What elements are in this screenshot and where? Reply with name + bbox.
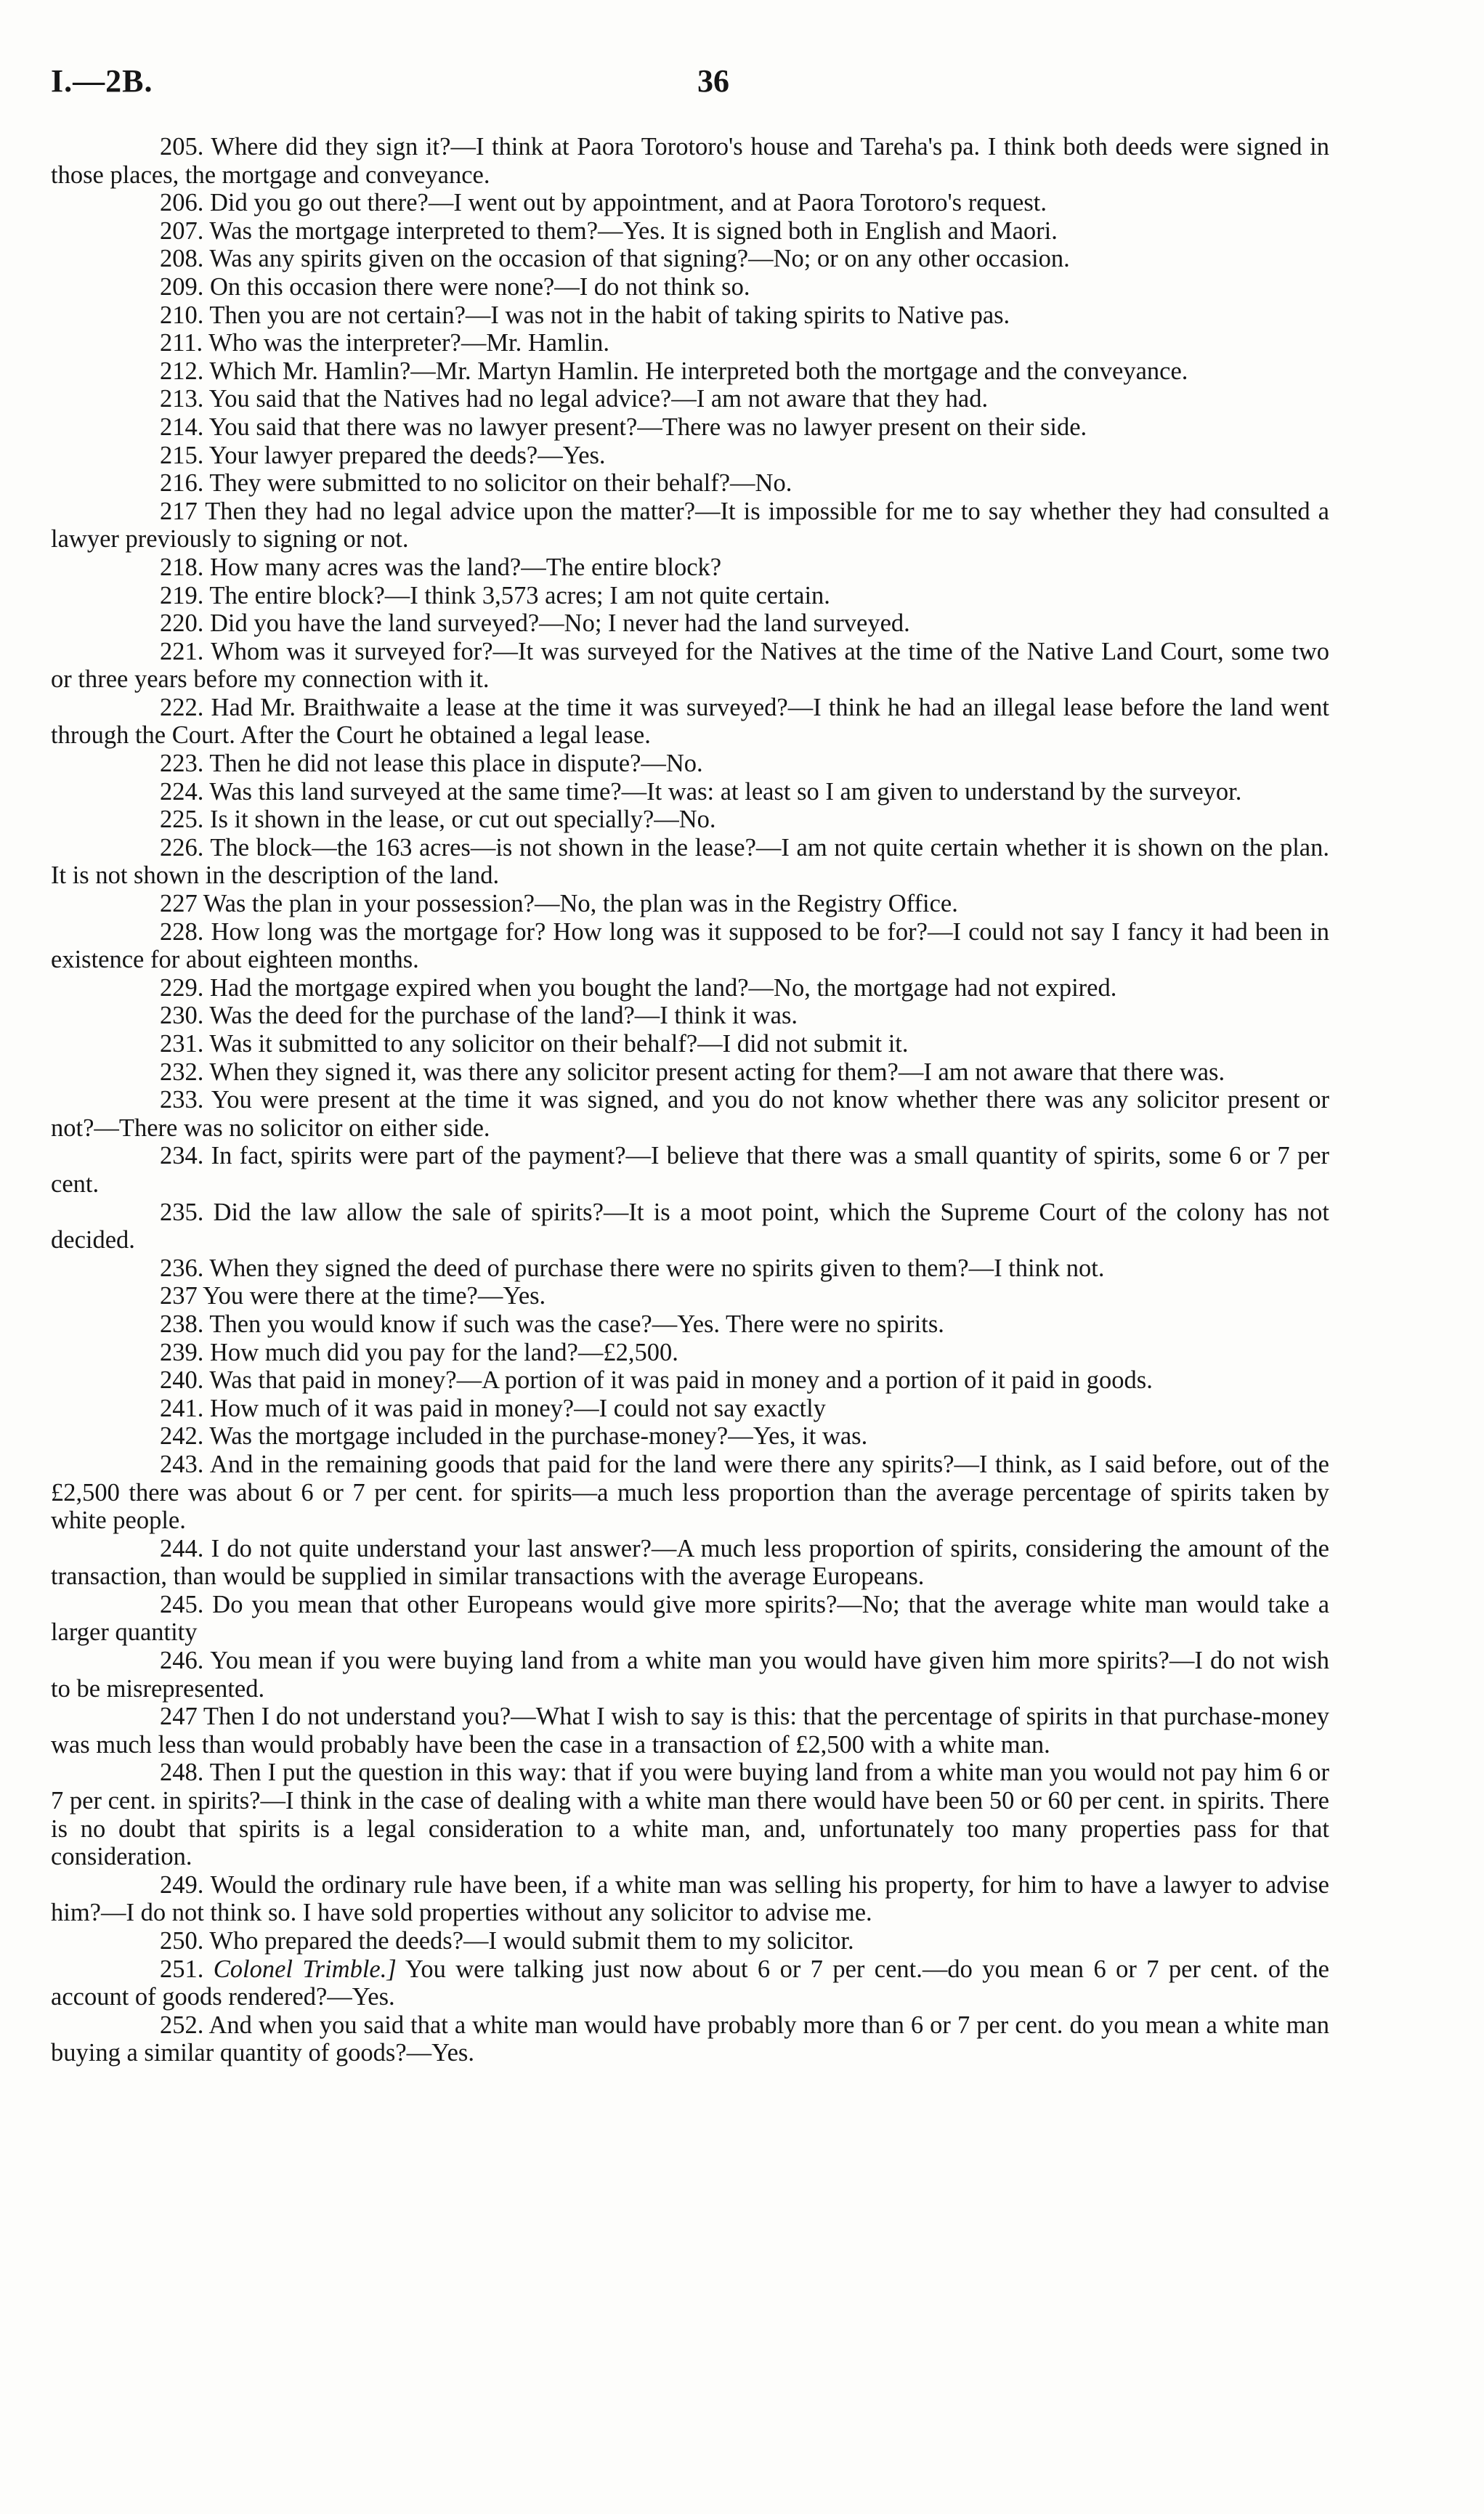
question-number: 226. xyxy=(160,833,204,861)
question-text: Was the deed for the purchase of the land?—I think it was. xyxy=(209,1002,798,1030)
question-text: They were submitted to no solicitor on their behalf?—No. xyxy=(209,469,792,498)
question-text: On this occasion there were none?—I do not think so. xyxy=(210,272,750,301)
question-text: Was the mortgage included in the purchase-money?—Yes, it was. xyxy=(209,1422,868,1451)
question-paragraph xyxy=(51,1395,1329,1423)
question-text: The block—the 163 acres—is not shown in the lease?—I am not quite certain whether it is shown on the plan. It is not shown in the description of the land. xyxy=(51,833,1329,890)
question-number: 213. xyxy=(160,385,204,413)
question-number: 212. xyxy=(160,357,204,385)
question-text: You were talking just now about 6 or 7 per cent.—do you mean 6 or 7 per cent. of the account of goods rendered?—Yes. xyxy=(51,1955,1329,2011)
question-text: The entire block?—I think 3,573 acres; I am not quite certain. xyxy=(209,581,830,609)
question-text: Which Mr. Hamlin?—Mr. Martyn Hamlin. He interpreted both the mortgage and the conveyance. xyxy=(209,357,1188,385)
question-text: When they signed the deed of purchase there were no spirits given to them?—I think not. xyxy=(209,1254,1105,1282)
question-text: I do not quite understand your last answer?—A much less proportion of spirits, considering the amount of the transaction, than would be supplied in similar transactions with the average Europeans. xyxy=(51,1534,1329,1591)
question-paragraph xyxy=(51,1451,1329,1535)
question-paragraph xyxy=(51,694,1329,750)
question-text: Then you are not certain?—I was not in the habit of taking spirits to Native pas. xyxy=(209,301,1010,329)
question-paragraph xyxy=(51,1871,1329,1927)
question-text: Was this land surveyed at the same time?—It was: at least so I am given to understand by the surveyor. xyxy=(209,777,1242,806)
question-paragraph xyxy=(51,609,1329,638)
question-paragraph xyxy=(51,1422,1329,1451)
question-number: 230. xyxy=(160,1002,204,1030)
evidence-transcript xyxy=(51,133,1329,2067)
question-number: 216. xyxy=(160,469,204,498)
question-text: Who was the interpreter?—Mr. Hamlin. xyxy=(208,329,609,357)
question-paragraph xyxy=(51,1759,1329,1870)
question-paragraph xyxy=(51,217,1329,246)
question-text: You said that the Natives had no legal advice?—I am not aware that they had. xyxy=(208,385,989,413)
question-number: 223. xyxy=(160,750,204,778)
question-paragraph xyxy=(51,1282,1329,1310)
question-text: Did the law allow the sale of spirits?—It is a moot point, which the Supreme Court of the colony has not decided. xyxy=(51,1198,1329,1254)
question-number: 207. xyxy=(160,216,204,245)
question-paragraph xyxy=(51,1955,1329,2011)
question-text: Had Mr. Braithwaite a lease at the time it was surveyed?—I think he had an illegal lease before the land went through the Court. After the Court he obtained a legal lease. xyxy=(51,693,1329,750)
question-number: 209. xyxy=(160,272,204,301)
question-text: Did you have the land surveyed?—No; I never had the land surveyed. xyxy=(210,609,910,638)
question-text: You were present at the time it was signed, and you do not know whether there was any solicitor present or not?—There was no solicitor on either side. xyxy=(51,1086,1329,1142)
question-paragraph xyxy=(51,582,1329,610)
question-number: 225. xyxy=(160,806,204,834)
question-number: 234. xyxy=(160,1142,204,1170)
page-number: 36 xyxy=(697,63,729,99)
question-paragraph xyxy=(51,301,1329,330)
question-text: You were there at the time?—Yes. xyxy=(203,1282,546,1310)
question-paragraph xyxy=(51,1703,1329,1759)
question-number: 218. xyxy=(160,553,204,581)
question-text: Then they had no legal advice upon the matter?—It is impossible for me to say whether they had consulted a lawyer previously to signing or not. xyxy=(51,497,1329,554)
question-paragraph xyxy=(51,1086,1329,1142)
question-number: 221. xyxy=(160,637,204,665)
question-number: 231. xyxy=(160,1030,204,1058)
question-number: 222. xyxy=(160,693,204,721)
question-text: Would the ordinary rule have been, if a white man was selling his property, for him to have a lawyer to advise him?—I do not think so. I have sold properties without any solicitor to advise me. xyxy=(51,1870,1329,1927)
question-number: 235. xyxy=(160,1198,204,1226)
question-number: 246. xyxy=(160,1647,204,1675)
question-text: Was any spirits given on the occasion of that signing?—No; or on any other occasion. xyxy=(209,245,1070,273)
question-text: Then he did not lease this place in dispute?—No. xyxy=(209,750,703,778)
question-paragraph xyxy=(51,918,1329,974)
question-text: How much of it was paid in money?—I could not say exactly xyxy=(210,1394,826,1422)
page-header xyxy=(0,57,1484,108)
question-number: 252. xyxy=(160,2011,204,2039)
question-paragraph xyxy=(51,834,1329,890)
speaker-name: Colonel Trimble.] xyxy=(213,1955,397,1983)
question-number: 242. xyxy=(160,1422,204,1451)
paper-reference: I.—2B. xyxy=(51,63,153,99)
question-text: How many acres was the land?—The entire block? xyxy=(210,553,722,581)
question-text: Then I do not understand you?—What I wish to say is this: that the percentage of spirits in that purchase-money was much less than would probably have been the case in a transaction of £2,500 with a white man. xyxy=(51,1703,1329,1759)
question-number: 215. xyxy=(160,441,204,469)
question-paragraph xyxy=(51,778,1329,806)
question-paragraph xyxy=(51,1199,1329,1254)
question-paragraph xyxy=(51,273,1329,301)
question-number: 248. xyxy=(160,1759,204,1787)
question-number: 229. xyxy=(160,973,204,1002)
question-text: How much did you pay for the land?—£2,500. xyxy=(210,1338,678,1366)
question-number: 219. xyxy=(160,581,204,609)
question-paragraph xyxy=(51,1591,1329,1647)
question-paragraph xyxy=(51,357,1329,386)
question-text: You mean if you were buying land from a white man you would have given him more spirits?—I do not wish to be misrepresented. xyxy=(51,1647,1329,1703)
question-number: 245. xyxy=(160,1590,204,1618)
question-number: 247 xyxy=(160,1703,198,1731)
question-number: 206. xyxy=(160,189,204,217)
question-paragraph xyxy=(51,1366,1329,1395)
question-number: 244. xyxy=(160,1534,204,1562)
question-paragraph xyxy=(51,554,1329,582)
question-number: 208. xyxy=(160,245,204,273)
question-paragraph xyxy=(51,442,1329,470)
question-text: Then I put the question in this way: that if you were buying land from a white man you would not pay him 6 or 7 per cent. in spirits?—I think in the case of dealing with a white man there would have been 50 or 60 per cent. in spirits. There is no doubt that spirits is a legal consideration to a white man, and, unfortunately too many properties pass for that consideration. xyxy=(51,1759,1329,1871)
question-text: You said that there was no lawyer present?—There was no lawyer present on their side. xyxy=(208,413,1087,441)
question-number: 250. xyxy=(160,1927,204,1955)
question-text: And in the remaining goods that paid for the land were there any spirits?—I think, as I said before, out of the £2,500 there was about 6 or 7 per cent. for spirits—a much less proportion than the average percentage of spirits taken by white people. xyxy=(51,1450,1329,1535)
question-text: When they signed it, was there any solicitor present acting for them?—I am not aware that there was. xyxy=(209,1058,1225,1086)
question-number: 205. xyxy=(160,133,204,161)
question-paragraph xyxy=(51,189,1329,217)
question-number: 211. xyxy=(160,329,203,357)
question-paragraph xyxy=(51,1254,1329,1283)
question-number: 220. xyxy=(160,609,204,638)
question-number: 233. xyxy=(160,1086,204,1114)
question-text: And when you said that a white man would have probably more than 6 or 7 per cent. do you mean a white man buying a similar quantity of goods?—Yes. xyxy=(51,2011,1329,2067)
question-paragraph xyxy=(51,1310,1329,1339)
question-number: 224. xyxy=(160,777,204,806)
question-number: 239. xyxy=(160,1338,204,1366)
question-text: Is it shown in the lease, or cut out specially?—No. xyxy=(210,806,716,834)
question-paragraph xyxy=(51,638,1329,694)
question-paragraph xyxy=(51,385,1329,413)
question-paragraph xyxy=(51,1927,1329,1955)
question-paragraph xyxy=(51,1002,1329,1030)
question-number: 217 xyxy=(160,497,198,525)
question-paragraph xyxy=(51,133,1329,189)
question-text: How long was the mortgage for? How long was it supposed to be for?—I could not say I fancy it had been in existence for about eighteen months. xyxy=(51,917,1329,974)
question-text: Was the plan in your possession?—No, the plan was in the Registry Office. xyxy=(203,890,958,918)
question-paragraph xyxy=(51,1339,1329,1367)
question-paragraph xyxy=(51,1030,1329,1058)
question-text: Was the mortgage interpreted to them?—Yes. It is signed both in English and Maori. xyxy=(209,216,1058,245)
question-number: 228. xyxy=(160,917,204,946)
question-number: 249. xyxy=(160,1870,204,1899)
question-number: 210. xyxy=(160,301,204,329)
question-paragraph xyxy=(51,1647,1329,1703)
question-number: 251. xyxy=(160,1955,204,1983)
question-paragraph xyxy=(51,2011,1329,2067)
question-paragraph xyxy=(51,750,1329,778)
question-paragraph xyxy=(51,469,1329,498)
question-paragraph xyxy=(51,245,1329,273)
question-paragraph xyxy=(51,413,1329,442)
question-text: Who prepared the deeds?—I would submit them to my solicitor. xyxy=(209,1927,854,1955)
question-number: 243. xyxy=(160,1450,204,1478)
question-text: Your lawyer prepared the deeds?—Yes. xyxy=(208,441,606,469)
question-text: Whom was it surveyed for?—It was surveyed for the Natives at the time of the Native Land Court, some two or three years before my connection with it. xyxy=(51,637,1329,694)
question-paragraph xyxy=(51,1535,1329,1591)
question-text: Where did they sign it?—I think at Paora Torotoro's house and Tareha's pa. I think both deeds were signed in those places, the mortgage and conveyance. xyxy=(51,133,1329,189)
question-number: 238. xyxy=(160,1310,204,1338)
question-number: 240. xyxy=(160,1366,204,1395)
question-text: Had the mortgage expired when you bought the land?—No, the mortgage had not expired. xyxy=(210,973,1117,1002)
question-paragraph xyxy=(51,806,1329,834)
question-number: 236. xyxy=(160,1254,204,1282)
question-paragraph xyxy=(51,974,1329,1002)
question-number: 214. xyxy=(160,413,204,441)
question-text: Did you go out there?—I went out by appointment, and at Paora Torotoro's request. xyxy=(210,189,1047,217)
question-paragraph xyxy=(51,498,1329,554)
question-number: 232. xyxy=(160,1058,204,1086)
question-text: Do you mean that other Europeans would give more spirits?—No; that the average white man would take a larger quantity xyxy=(51,1590,1330,1647)
question-number: 237 xyxy=(160,1282,198,1310)
question-paragraph xyxy=(51,890,1329,918)
question-text: Was it submitted to any solicitor on their behalf?—I did not submit it. xyxy=(209,1030,909,1058)
question-text: Was that paid in money?—A portion of it was paid in money and a portion of it paid in goods. xyxy=(209,1366,1153,1395)
question-number: 227 xyxy=(160,890,198,918)
question-number: 241. xyxy=(160,1394,204,1422)
question-paragraph xyxy=(51,329,1329,357)
question-text: Then you would know if such was the case?—Yes. There were no spirits. xyxy=(209,1310,944,1338)
question-paragraph xyxy=(51,1058,1329,1087)
question-paragraph xyxy=(51,1142,1329,1198)
question-text: In fact, spirits were part of the payment?—I believe that there was a small quantity of spirits, some 6 or 7 per cent. xyxy=(51,1142,1329,1198)
